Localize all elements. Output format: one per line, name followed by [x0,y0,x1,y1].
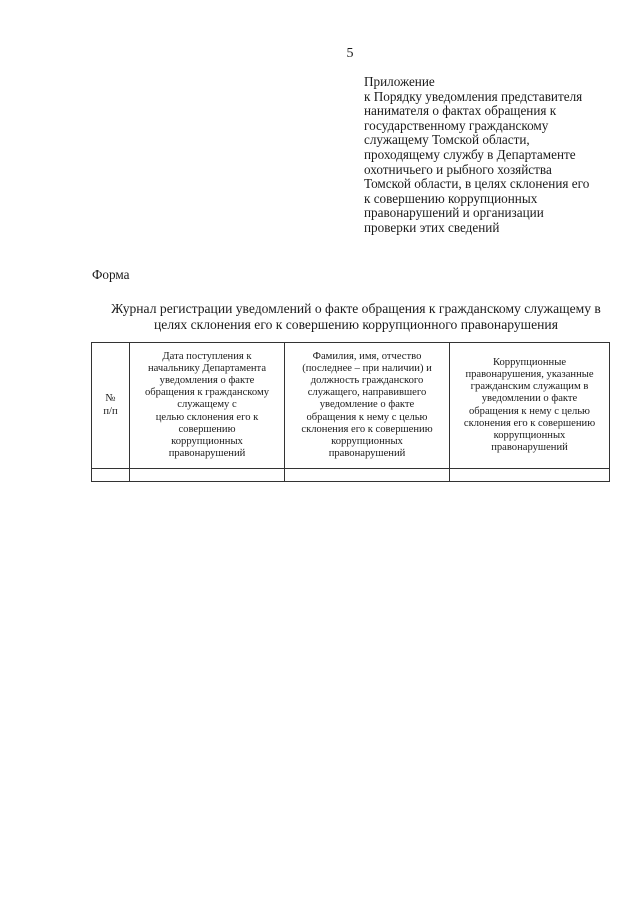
appendix-line: охотничьего и рыбного хозяйства [364,161,552,177]
header-line: склонения его к совершению [301,423,433,435]
header-line: правонарушения, указанные [465,368,594,380]
header-line: Дата поступления к [162,350,252,362]
header-line: правонарушений [328,448,406,460]
header-line: коррупционных [331,436,403,447]
table-cell [92,469,130,482]
header-line: Фамилия, имя, отчество [312,350,422,362]
appendix-line: к совершению коррупционных [364,190,538,206]
header-line: обращения к нему с целью [306,411,428,423]
header-line: правонарушений [168,448,246,460]
appendix-line: служащему Томской области, [364,132,530,148]
appendix-line: Томской области, в целях склонения его [364,176,590,192]
header-full-name [285,343,450,469]
header-line: целью склонения его к [155,411,259,423]
appendix-line: проходящему службу в Департаменте [364,146,576,162]
appendix-block [364,75,614,236]
header-violations [450,343,610,469]
appendix-line: Приложение [364,74,435,89]
page-number: 5 [346,46,354,61]
header-line: совершению [178,423,236,435]
header-line: склонения его к совершению [463,417,596,429]
header-line: уведомления о факте [159,374,255,386]
header-line: обращения к гражданскому [144,387,270,399]
header-line: (последнее – при наличии) и [302,362,432,374]
table-cell [450,469,610,482]
appendix-line: к Порядку уведомления представителя [364,88,583,104]
form-label: Форма [92,267,130,282]
appendix-line: нанимателя о фактах обращения к [364,103,557,119]
header-line: уведомление о факте [319,399,415,411]
appendix-line: государственному гражданскому [364,117,549,133]
header-line: № [105,393,116,405]
header-line: уведомлении о факте [481,393,578,405]
table-row [92,469,610,482]
header-line: правонарушений [491,442,568,454]
table-header-row [92,343,610,469]
header-line: коррупционных [493,429,566,441]
header-line: обращения к нему с целью [469,405,590,417]
header-line: Коррупционные [492,356,567,368]
header-line: начальнику Департамента [147,362,267,374]
journal-table [91,342,610,482]
header-line: п/п [103,405,118,417]
header-line: служащего, направившего [307,387,427,399]
header-date-received [130,343,285,469]
header-line: гражданским служащим в [470,381,589,393]
appendix-line: проверки этих сведений [364,219,500,235]
header-line: служащему с [177,399,237,411]
journal-title [86,301,626,332]
table-cell [130,469,285,482]
table-cell [285,469,450,482]
header-number [92,343,130,469]
journal-title-line: Журнал регистрации уведомлений о факте обращения к гражданскому служащему в [111,301,601,316]
header-line: должность гражданского [310,374,424,386]
journal-title-line: целях склонения его к совершению коррупционного правонарушения [154,316,558,332]
header-line: коррупционных [171,436,243,447]
appendix-line: правонарушений и организации [364,205,544,221]
